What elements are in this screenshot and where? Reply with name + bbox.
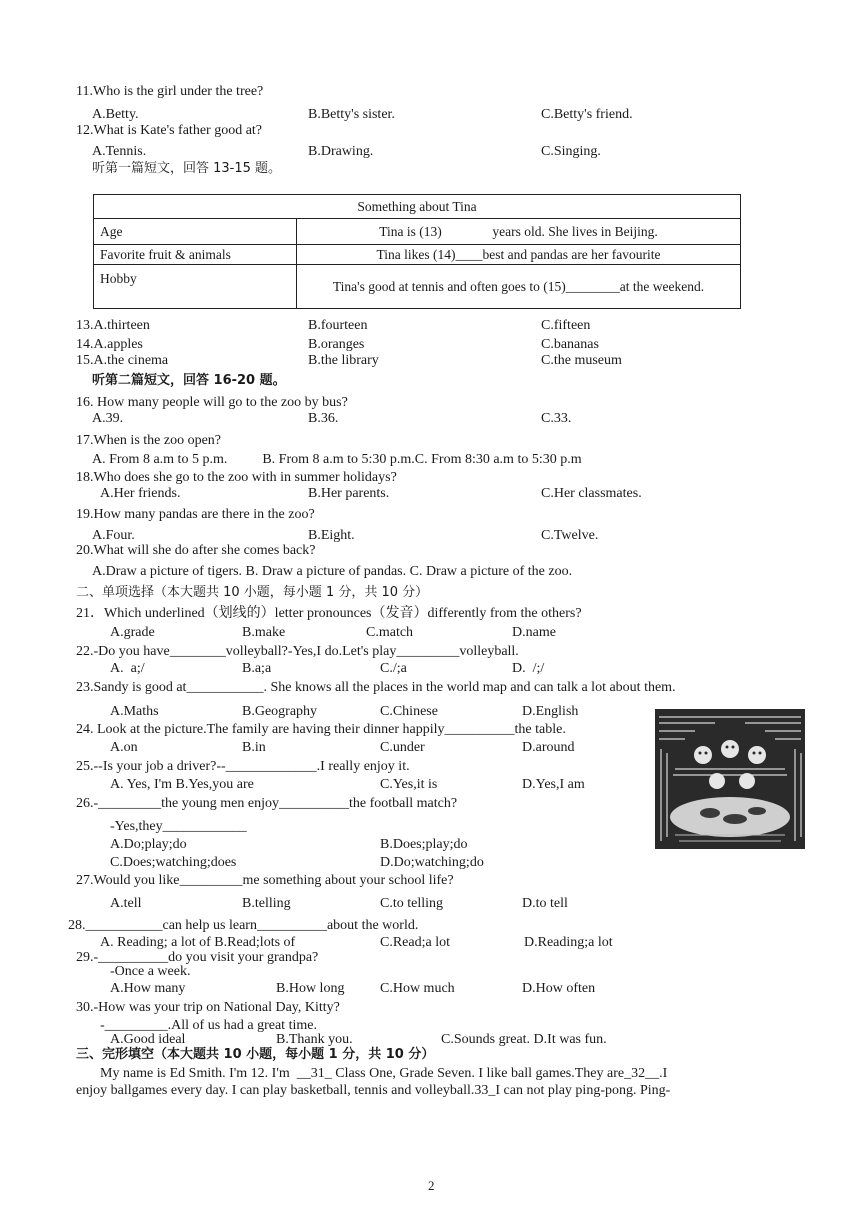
passage1-instruction: 听第一篇短文，回答 13-15 题。: [92, 161, 282, 176]
q29-option-c: C.How much: [380, 981, 455, 996]
table-row: [94, 219, 741, 245]
q28-option-ab: A. Reading; a lot of B.Read;lots of: [100, 935, 296, 950]
table-row-content: Tina's good at tennis and often goes to (15)________at the weekend.: [297, 265, 741, 309]
q14-option-b: B.oranges: [308, 337, 365, 352]
table-title: Something about Tina: [94, 195, 741, 219]
q26-option-a: A.Do;play;do: [110, 837, 187, 852]
q14-option-a: 14.A.apples: [76, 337, 143, 352]
table-row-content: Tina likes (14)____best and pandas are her favourite: [297, 245, 741, 265]
q13-option-a: 13.A.thirteen: [76, 318, 150, 333]
q19-option-a: A.Four.: [92, 528, 135, 543]
q21-option-c: C.match: [366, 625, 414, 640]
q23-question: 23.Sandy is good at___________. She knows all the places in the world map and can talk a lot about them.: [76, 680, 676, 695]
q27-question: 27.Would you like_________me something about your school life?: [76, 873, 454, 888]
q24-option-c: C.under: [380, 740, 425, 755]
q17-question: 17.When is the zoo open?: [76, 433, 222, 448]
q11-option-c: C.Betty's friend.: [541, 107, 633, 122]
table-row-content: Tina is (13) years old. She lives in Beijing.: [297, 219, 741, 245]
q21-option-a: A.grade: [110, 625, 155, 640]
q24-question: 24. Look at the picture.The family are having their dinner happily__________the table.: [76, 722, 566, 737]
q18-option-a: A.Her friends.: [100, 486, 181, 501]
q11-option-b: B.Betty's sister.: [308, 107, 395, 122]
q25-option-ab: A. Yes, I'm B.Yes,you are: [110, 777, 254, 792]
q15-option-b: B.the library: [308, 353, 379, 368]
q16-option-a: A.39.: [92, 411, 124, 426]
q24-option-b: B.in: [242, 740, 266, 755]
q23-option-a: A.Maths: [110, 704, 159, 719]
q23-option-c: C.Chinese: [380, 704, 438, 719]
q15-option-c: C.the museum: [541, 353, 622, 368]
q26-option-c: C.Does;watching;does: [110, 855, 237, 870]
page-number: 2: [428, 1178, 435, 1193]
table-row-label: Age: [94, 219, 297, 245]
q26-option-b: B.Does;play;do: [380, 837, 468, 852]
q21-option-b: B.make: [242, 625, 286, 640]
q25-option-d: D.Yes,I am: [522, 777, 585, 792]
q19-option-c: C.Twelve.: [541, 528, 599, 543]
q25-question: 25.--Is your job a driver?--_____________.I really enjoy it.: [76, 759, 410, 774]
q19-option-b: B.Eight.: [308, 528, 355, 543]
q20-options: A.Draw a picture of tigers. B. Draw a picture of pandas. C. Draw a picture of the zoo.: [92, 564, 573, 579]
passage2-instruction: 听第二篇短文，回答 16-20 题。: [92, 373, 286, 388]
q16-question: 16. How many people will go to the zoo by bus?: [76, 395, 348, 410]
q28-option-c: C.Read;a lot: [380, 935, 450, 950]
q22-option-d: D. /;/: [512, 661, 545, 676]
q19-question: 19.How many pandas are there in the zoo?: [76, 507, 315, 522]
q29-option-d: D.How often: [522, 981, 596, 996]
q13-option-b: B.fourteen: [308, 318, 368, 333]
q30-option-a: A.Good ideal: [110, 1032, 186, 1047]
q12-option-b: B.Drawing.: [308, 144, 374, 159]
q21-option-d: D.name: [512, 625, 556, 640]
q12-option-a: A.Tennis.: [92, 144, 147, 159]
q12-option-c: C.Singing.: [541, 144, 601, 159]
q29-option-a: A.How many: [110, 981, 186, 996]
q30-option-b: B.Thank you.: [276, 1032, 353, 1047]
q30-option-cd: C.Sounds great. D.It was fun.: [441, 1032, 607, 1047]
q24-option-a: A.on: [110, 740, 138, 755]
q22-question: 22.-Do you have________volleyball?-Yes,I do.Let's play_________volleyball.: [76, 644, 519, 659]
cloze-passage-line-1: My name is Ed Smith. I'm 12. I'm __31_ Class One, Grade Seven. I like ball games.They are_32__.I: [100, 1066, 668, 1081]
q27-option-b: B.telling: [242, 896, 291, 911]
q29-option-b: B.How long: [276, 981, 345, 996]
section2-heading: 二、单项选择（本大题共 10 小题，每小题 1 分，共 10 分）: [76, 585, 429, 600]
q21-question: 21．Which underlined（划线的）letter pronounces（发音）differently from the others?: [76, 606, 582, 621]
q18-option-c: C.Her classmates.: [541, 486, 642, 501]
q28-question: 28.___________can help us learn__________about the world.: [68, 918, 419, 933]
q14-option-c: C.bananas: [541, 337, 599, 352]
table-row: [94, 265, 741, 309]
q28-option-d: D.Reading;a lot: [524, 935, 613, 950]
q22-option-a: A. a;/: [110, 661, 145, 676]
q13-option-c: C.fifteen: [541, 318, 591, 333]
cloze-passage-line-2: enjoy ballgames every day. I can play basketball, tennis and volleyball.33_I can not play ping-pong. Ping-: [76, 1083, 671, 1098]
q17-options: A. From 8 a.m to 5 p.m. B. From 8 a.m to 5:30 p.m.C. From 8:30 a.m to 5:30 p.m: [92, 452, 582, 467]
q20-question: 20.What will she do after she comes back?: [76, 543, 316, 558]
q22-option-b: B.a;a: [242, 661, 272, 676]
q29-question: 29.-__________do you visit your grandpa?: [76, 950, 319, 965]
tina-info-table: [93, 194, 741, 309]
q11-option-a: A.Betty.: [92, 107, 139, 122]
table-row: [94, 245, 741, 265]
q27-option-c: C.to telling: [380, 896, 443, 911]
q30-question: 30.-How was your trip on National Day, Kitty?: [76, 1000, 340, 1015]
q11-question: 11.Who is the girl under the tree?: [76, 84, 264, 99]
q26-answer-line: -Yes,they____________: [110, 819, 247, 834]
q25-option-c: C.Yes,it is: [380, 777, 438, 792]
table-row-label: Favorite fruit & animals: [94, 245, 297, 265]
family-dinner-picture: [655, 709, 805, 849]
q23-option-b: B.Geography: [242, 704, 318, 719]
q29-answer-line: -Once a week.: [110, 964, 191, 979]
q26-option-d: D.Do;watching;do: [380, 855, 484, 870]
q30-answer-line: -_________.All of us had a great time.: [100, 1018, 317, 1033]
q18-question: 18.Who does she go to the zoo with in summer holidays?: [76, 470, 397, 485]
q27-option-d: D.to tell: [522, 896, 568, 911]
q24-option-d: D.around: [522, 740, 575, 755]
q22-option-c: C./;a: [380, 661, 407, 676]
q16-option-b: B.36.: [308, 411, 339, 426]
q15-option-a: 15.A.the cinema: [76, 353, 169, 368]
q23-option-d: D.English: [522, 704, 579, 719]
table-row-label: Hobby: [94, 265, 297, 309]
q18-option-b: B.Her parents.: [308, 486, 390, 501]
q12-question: 12.What is Kate's father good at?: [76, 123, 263, 138]
q26-question: 26.-_________the young men enjoy__________the football match?: [76, 796, 458, 811]
q16-option-c: C.33.: [541, 411, 572, 426]
q27-option-a: A.tell: [110, 896, 142, 911]
section3-heading: 三、完形填空（本大题共 10 小题，每小题 1 分，共 10 分）: [76, 1047, 435, 1062]
